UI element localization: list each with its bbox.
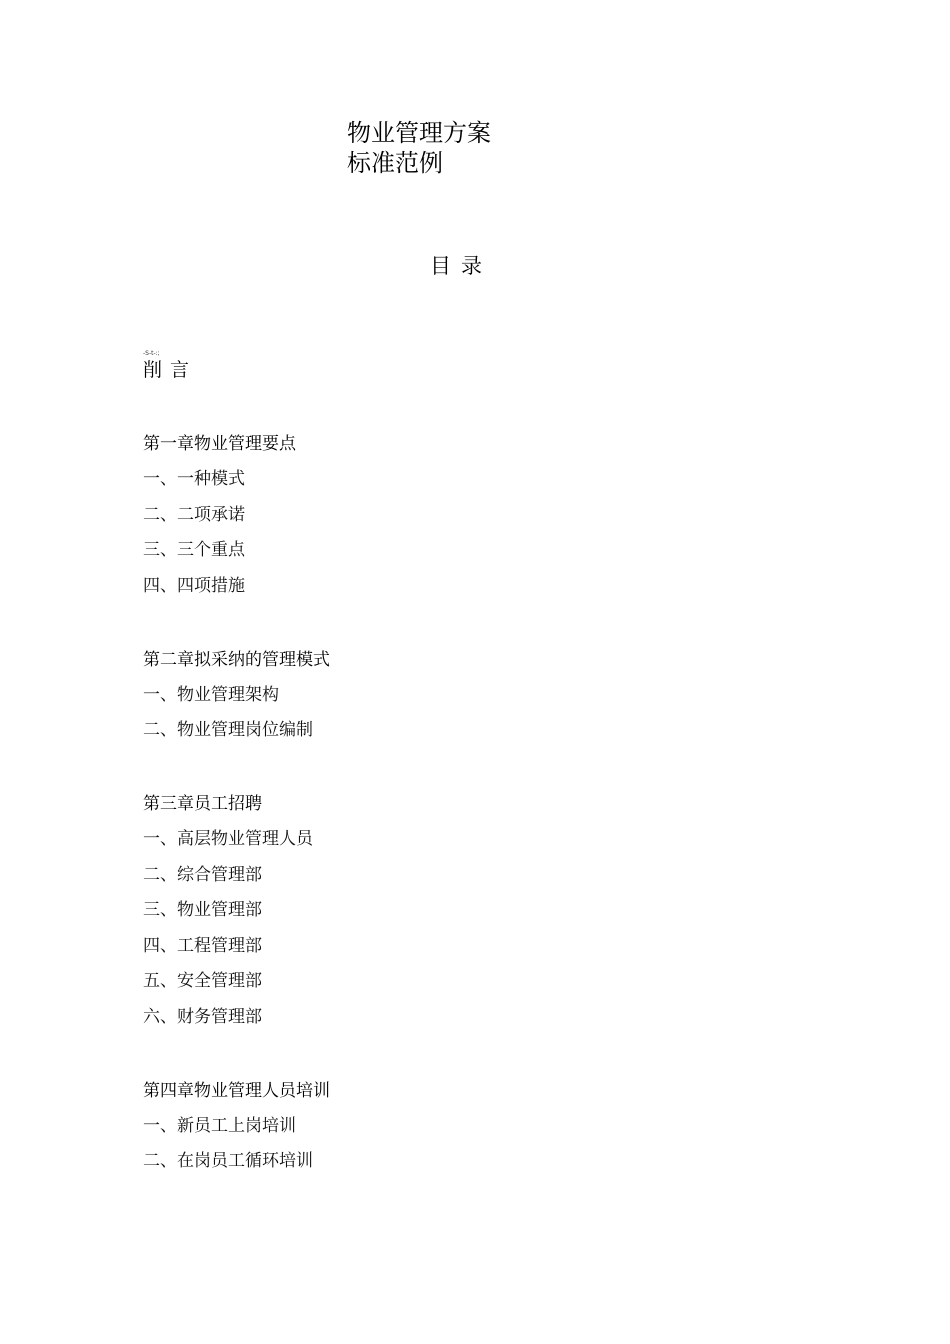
- toc-item: 二、综合管理部: [143, 864, 262, 885]
- toc-item: 一、高层物业管理人员: [143, 829, 313, 849]
- toc-item: 三、三个重点: [143, 540, 245, 560]
- chapter-title: 第二章拟采纳的管理模式: [143, 649, 330, 670]
- toc-chapter-3: [143, 791, 843, 1030]
- toc-chapter-2: [143, 647, 843, 744]
- tiny-note: -S-t-:;: [143, 350, 160, 357]
- toc-item: 五、安全管理部: [143, 971, 262, 991]
- toc-item: 六、财务管理部: [143, 1006, 262, 1027]
- table-of-contents: [143, 350, 843, 1174]
- toc-chapter-4: [143, 1078, 843, 1175]
- toc-item: 四、工程管理部: [143, 935, 262, 956]
- toc-item: 一、新员工上岗培训: [143, 1115, 296, 1136]
- title-line-2: 标准范例: [347, 149, 443, 177]
- toc-item: 一、物业管理架构: [143, 684, 279, 705]
- chapter-title: 第三章员工招聘: [143, 794, 262, 814]
- chapter-title: 第四章物业管理人员培训: [143, 1080, 330, 1101]
- toc-item: 一、一种模式: [143, 469, 245, 489]
- toc-item: 二、二项承诺: [143, 504, 245, 525]
- toc-item: 二、物业管理岗位编制: [143, 720, 313, 740]
- chapter-title: 第一章物业管理要点: [143, 434, 296, 454]
- toc-item: 四、四项措施: [143, 575, 245, 596]
- toc-item: 二、在岗员工循环培训: [143, 1151, 313, 1171]
- toc-heading: 目录: [430, 254, 492, 278]
- document-title: [347, 118, 491, 178]
- toc-chapter-1: [143, 431, 843, 599]
- toc-preface: 削言: [143, 359, 198, 381]
- title-line-1: 物业管理方案: [347, 119, 491, 147]
- toc-item: 三、物业管理部: [143, 900, 262, 920]
